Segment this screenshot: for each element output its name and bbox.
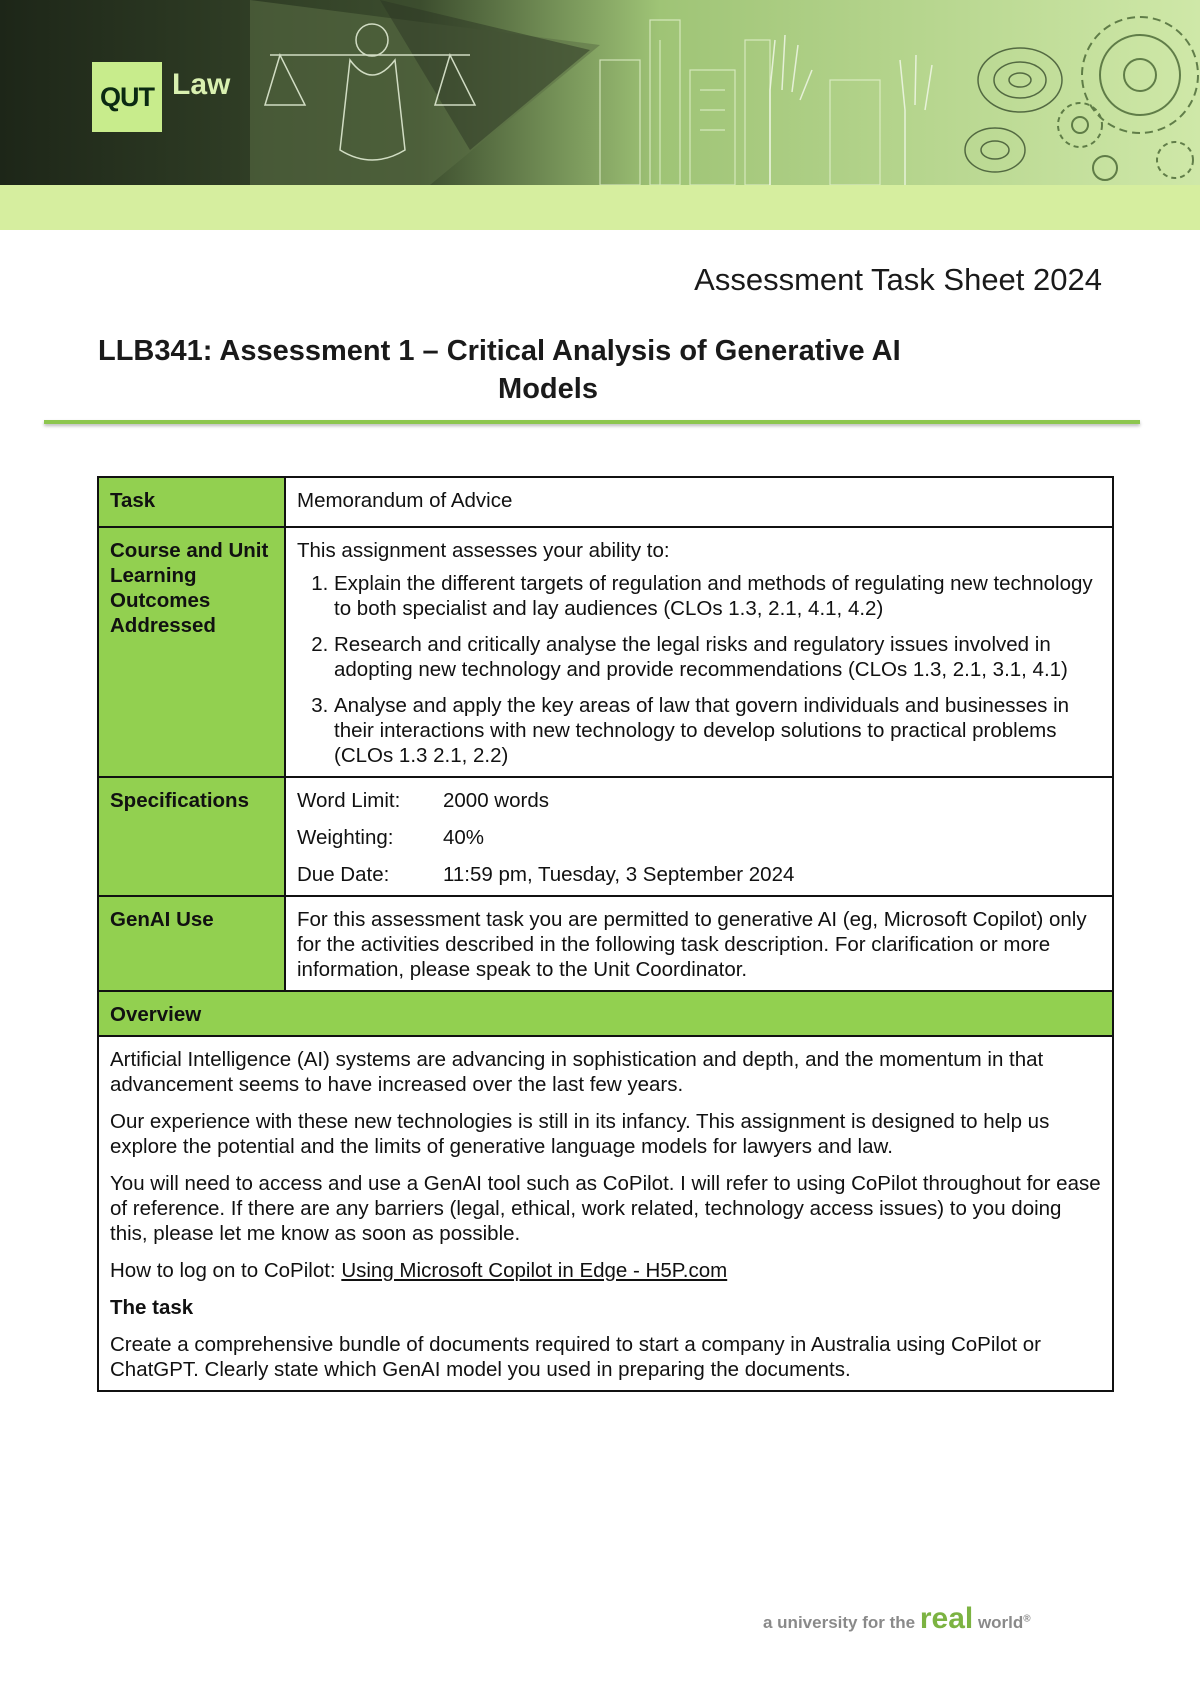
outcomes-label: Course and Unit Learning Outcomes Addressed — [98, 527, 285, 777]
footer-prefix: a university for the — [763, 1613, 920, 1632]
spec-key: Word Limit: — [297, 789, 401, 812]
outcomes-intro: This assignment assesses your ability to: — [297, 539, 670, 562]
title-line-2: Models — [498, 373, 598, 405]
table-row-outcomes — [98, 527, 1113, 777]
spec-value: 11:59 pm, Tuesday, 3 September 2024 — [443, 863, 795, 886]
task-value: Memorandum of Advice — [285, 477, 1113, 527]
spec-value: 2000 words — [443, 789, 549, 812]
qut-law-logo — [92, 62, 230, 132]
logo-word: Law — [172, 68, 231, 101]
howto-line — [110, 1258, 1101, 1283]
overview-label: Overview — [98, 991, 1113, 1036]
sheet-title: Assessment Task Sheet 2024 — [694, 262, 1102, 297]
page-title — [98, 332, 998, 408]
copilot-link[interactable]: Using Microsoft Copilot in Edge - H5P.com — [341, 1259, 728, 1282]
genai-label: GenAI Use — [98, 896, 285, 991]
table-row-specifications — [98, 777, 1113, 896]
overview-cell — [98, 1036, 1113, 1391]
list-item: 1. Explain the different targets of regulation and methods of regulating new technology to both specialist and lay audiences (CLOs 1.3, 2.1, 4.1, 4.2) — [334, 571, 1101, 621]
overview-paragraph: You will need to access and use a GenAI tool such as CoPilot. I will refer to using CoPilot throughout for ease of reference. If there are any barriers (legal, ethical, work related, technology access issues) to you doing this, please let me know as soon as possible. — [110, 1172, 1101, 1245]
table-row-genai — [98, 896, 1113, 991]
list-item: 3. Analyse and apply the key areas of law that govern individuals and businesses in their interactions with new technology to develop solutions to practical problems (CLOs 1.3 2.1, 2.2) — [334, 693, 1101, 768]
footer-mark: ® — [1023, 1613, 1031, 1625]
task-heading: The task — [110, 1296, 194, 1319]
table-row-overview — [98, 1036, 1113, 1391]
overview-paragraph: Artificial Intelligence (AI) systems are advancing in sophistication and depth, and the momentum in that advancement seems to have increased over the last few years. — [110, 1048, 1044, 1096]
task-label: Task — [98, 477, 285, 527]
footer-tagline — [763, 1602, 1031, 1636]
title-line-1: LLB341: Assessment 1 – Critical Analysis of Generative AI — [98, 335, 901, 367]
spec-key: Due Date: — [297, 863, 390, 886]
assessment-table — [97, 476, 1114, 1392]
spec-word-limit — [297, 788, 1101, 813]
spec-due-date — [297, 862, 1101, 887]
outcomes-cell — [285, 527, 1113, 777]
banner-strip — [0, 185, 1200, 230]
list-item: 2. Research and critically analyse the legal risks and regulatory issues involved in adopting new technology and provide recommendations (CLOs 1.3, 2.1, 3.1, 4.1) — [334, 632, 1101, 682]
header-banner — [0, 0, 1200, 230]
title-divider — [44, 420, 1140, 424]
task-description: Create a comprehensive bundle of documents required to start a company in Australia using CoPilot or ChatGPT. Clearly state which GenAI model you used in preparing the documents. — [110, 1333, 1041, 1381]
howto-prefix: How to log on to CoPilot: — [110, 1259, 342, 1282]
spec-weighting — [297, 825, 1101, 850]
table-row-task — [98, 477, 1113, 527]
overview-paragraph: Our experience with these new technologies is still in its infancy. This assignment is designed to help us explore the potential and the limits of generative language models for lawyers and law. — [110, 1110, 1050, 1158]
logo-box: QUT — [92, 62, 162, 132]
footer-real: real — [919, 1602, 974, 1635]
specifications-label: Specifications — [98, 777, 285, 896]
spec-value: 40% — [443, 826, 485, 849]
footer-suffix: world — [973, 1613, 1024, 1632]
outcomes-list — [297, 571, 1101, 768]
table-row-overview-header — [98, 991, 1113, 1036]
spec-key: Weighting: — [297, 826, 394, 849]
specifications-cell — [285, 777, 1113, 896]
genai-text: For this assessment task you are permitted to generative AI (eg, Microsoft Copilot) only for the activities described in the following task description. For clarification or more information, please speak to the Unit Coordinator. — [285, 896, 1113, 991]
